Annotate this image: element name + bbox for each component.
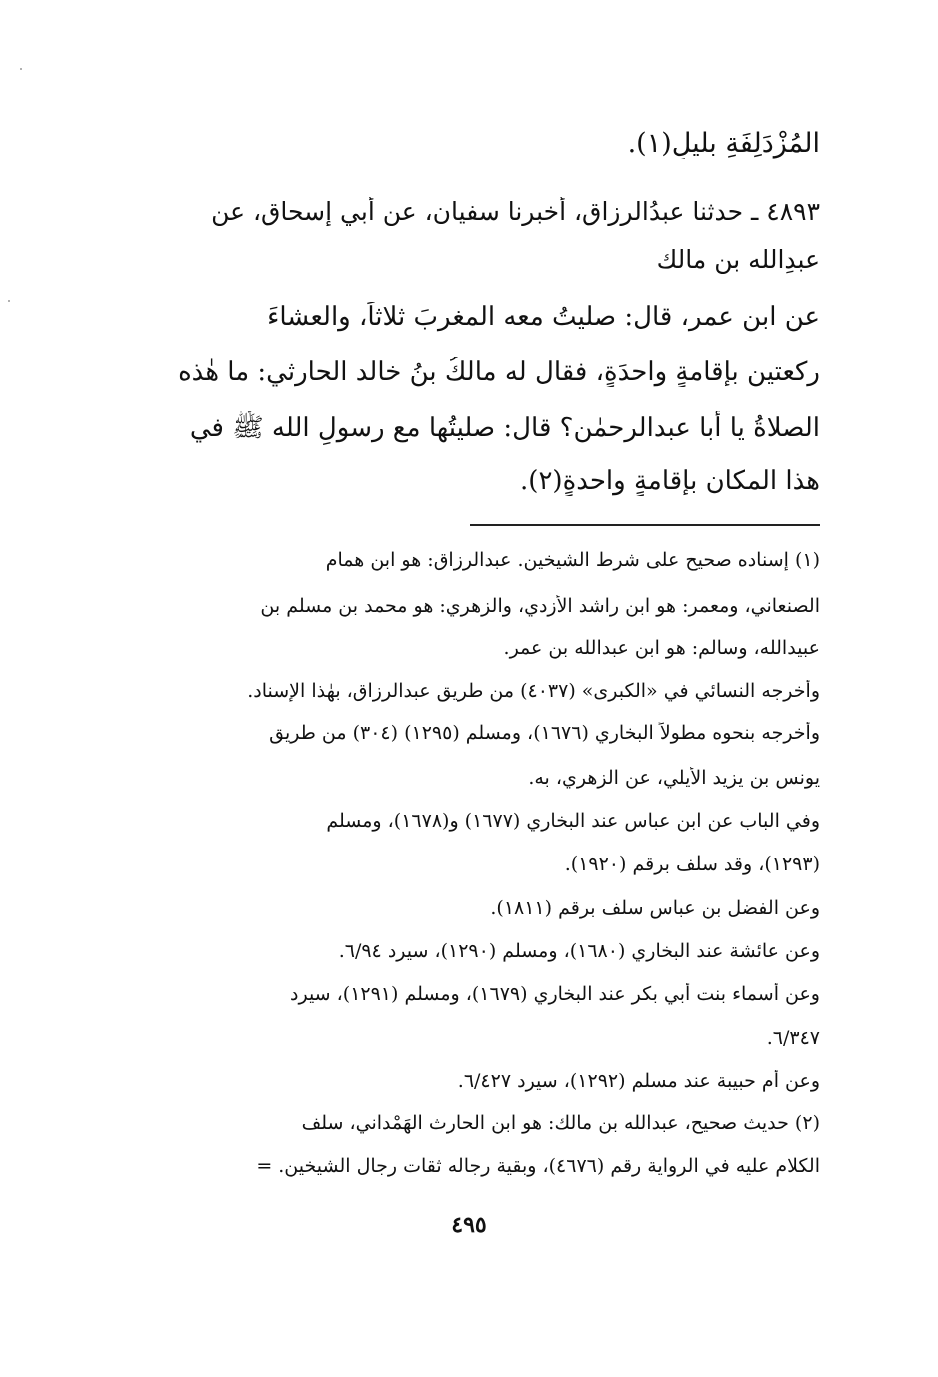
footnote-line: (٢) حديث صحيح، عبدالله بن مالك: هو ابن الحارث الهَمْداني، سلف bbox=[301, 1112, 820, 1134]
main-line: عبدِالله بن مالك bbox=[656, 245, 820, 274]
footnote-line: وعن أم حبيبة عند مسلم (١٢٩٢)، سيرد ٦/٤٢٧. bbox=[457, 1070, 820, 1092]
footnote-line: عبيدالله، وسالم: هو ابن عبدالله بن عمر. bbox=[503, 637, 820, 659]
footnote-line: (١) إسناده صحيح على شرط الشيخين. عبدالرزاق: هو ابن همام bbox=[325, 549, 820, 571]
footnote-line: وعن الفضل بن عباس سلف برقم (١٨١١). bbox=[490, 897, 820, 919]
footnote-line: وفي الباب عن ابن عباس عند البخاري (١٦٧٧) و(١٦٧٨)، ومسلم bbox=[326, 810, 820, 832]
footnote-line: الصنعاني، ومعمر: هو ابن راشد الأزدي، والزهري: هو محمد بن مسلم بن bbox=[260, 595, 820, 617]
footnote-line: وعن عائشة عند البخاري (١٦٨٠)، ومسلم (١٢٩٠)، سيرد ٦/٩٤. bbox=[338, 940, 820, 962]
scan-speck bbox=[20, 68, 22, 70]
footnote-line: ٦/٣٤٧. bbox=[766, 1027, 820, 1049]
main-line: عن ابنِ عمر، قال: صليتُ معه المغربَ ثلاثاً، والعشاءَ bbox=[267, 302, 820, 332]
footnote-line: وأخرجه النسائي في «الكبرى» (٤٠٣٧) من طريق عبدالرزاق، بهٰذا الإسناد. bbox=[247, 680, 820, 702]
footnote-line: يونس بن يزيد الأيلي، عن الزهري، به. bbox=[528, 767, 820, 789]
footnote-line: وعن أسماء بنت أبي بكر عند البخاري (١٦٧٩)، ومسلم (١٢٩١)، سيرد bbox=[290, 983, 820, 1005]
scan-speck bbox=[8, 300, 10, 302]
footnote-line: الكلام عليه في الرواية رقم (٤٦٧٦)، وبقية رجاله ثقات رجال الشيخين. = bbox=[256, 1155, 820, 1177]
footnote-line: وأخرجه بنحوه مطولاً البخاري (١٦٧٦)، ومسلم (١٢٩٥) (٣٠٤) من طريق bbox=[269, 722, 820, 744]
footnote-line: (١٢٩٣)، وقد سلف برقم (١٩٢٠). bbox=[564, 853, 820, 875]
main-line: هذا المكان بإقامةٍ واحدةٍ(٢). bbox=[520, 466, 820, 496]
main-line: المُزْدَلِفَةِ بليلٍ(١). bbox=[627, 128, 820, 159]
main-line: ٤٨٩٣ ـ حدثنا عبدُالرزاق، أخبرنا سفيان، عن أبي إسحاق، عن bbox=[211, 197, 820, 226]
footnotes bbox=[118, 0, 820, 1200]
main-line: الصلاةُ يا أبا عبدالرحمٰن؟ قال: صليتُها مع رسولِ الله ﷺ في bbox=[189, 413, 820, 443]
page-number: ٤٩٥ bbox=[451, 1212, 487, 1238]
main-line: ركعتين بإقامةٍ واحدَةٍ، فقال له مالكُ بنُ خالد الحارثي: ما هٰذه bbox=[178, 357, 820, 387]
